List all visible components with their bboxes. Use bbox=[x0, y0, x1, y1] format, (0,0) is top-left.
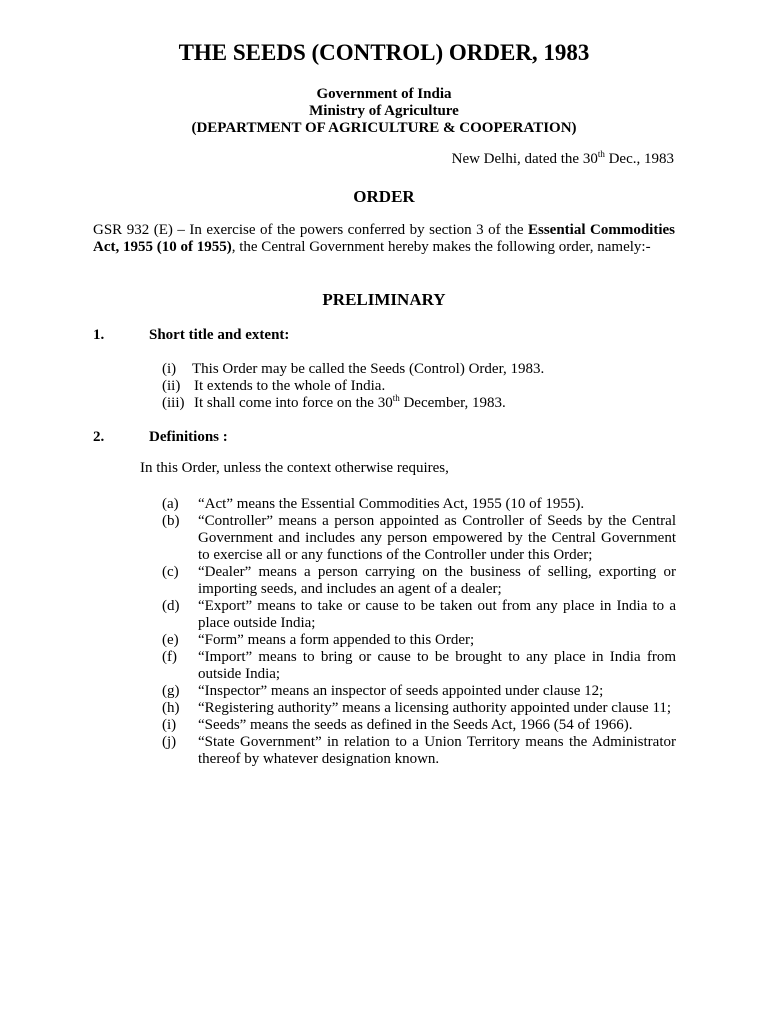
definition-item bbox=[162, 598, 676, 632]
definition-label: (b) bbox=[162, 513, 180, 529]
definition-label: (j) bbox=[162, 734, 177, 750]
definition-text: “Form” means a form appended to this Order; bbox=[198, 632, 475, 648]
definition-text: “Registering authority” means a licensing authority appointed under clause 11; bbox=[198, 700, 672, 716]
definition-text: “State Government” in relation to a Union Territory means the Administrator thereof by whatever designation known. bbox=[198, 734, 676, 767]
definition-text: “Controller” means a person appointed as Controller of Seeds by the Central Government and includes any person empowered by the Central Government to exercise all or any functions of the Controller under this Order; bbox=[198, 513, 676, 563]
section-1-number: 1. bbox=[93, 327, 105, 343]
definition-label: (d) bbox=[162, 598, 180, 614]
s1-item-i-label: (i) bbox=[162, 361, 177, 377]
definitions-list bbox=[162, 496, 676, 768]
header-ministry: Ministry of Agriculture bbox=[309, 103, 459, 119]
preamble-text-1: GSR 932 (E) – In exercise of the powers conferred by section 3 of the bbox=[93, 222, 528, 238]
definition-label: (i) bbox=[162, 717, 177, 733]
section-2-title: Definitions : bbox=[149, 429, 228, 445]
preliminary-heading: PRELIMINARY bbox=[322, 290, 446, 309]
definition-label: (a) bbox=[162, 496, 179, 512]
preamble-act-name: Essential Commodities Act, 1955 (10 of 1955) bbox=[93, 222, 676, 255]
definition-item bbox=[162, 649, 676, 683]
definition-item bbox=[162, 683, 676, 700]
definition-item bbox=[162, 700, 676, 717]
definition-text: “Seeds” means the seeds as defined in the Seeds Act, 1966 (54 of 1966). bbox=[198, 717, 633, 733]
section-1-title: Short title and extent: bbox=[149, 327, 290, 343]
order-date bbox=[452, 151, 674, 168]
s1-item-i-text: This Order may be called the Seeds (Control) Order, 1983. bbox=[192, 361, 545, 377]
s1-item-iii-text bbox=[194, 395, 506, 412]
definition-item bbox=[162, 496, 676, 513]
section-2-number: 2. bbox=[93, 429, 105, 445]
definition-text: “Inspector” means an inspector of seeds appointed under clause 12; bbox=[198, 683, 604, 699]
date-prefix: New Delhi, dated the 30 bbox=[451, 151, 598, 167]
preamble-paragraph bbox=[93, 222, 675, 256]
preamble-text-2: , the Central Government hereby makes the following order, namely:- bbox=[231, 239, 651, 255]
definition-label: (g) bbox=[162, 683, 180, 699]
definition-text: “Import” means to bring or cause to be brought to any place in India from outside India; bbox=[198, 649, 676, 682]
definition-label: (c) bbox=[162, 564, 179, 580]
header-government: Government of India bbox=[316, 86, 452, 102]
document-title: THE SEEDS (CONTROL) ORDER, 1983 bbox=[178, 40, 590, 65]
s1-item-iii-label: (iii) bbox=[162, 395, 185, 411]
definition-text: “Dealer” means a person carrying on the business of selling, exporting or importing seeds, and includes an agent of a dealer; bbox=[198, 564, 676, 597]
date-ordinal: th bbox=[597, 149, 605, 159]
definition-label: (e) bbox=[162, 632, 179, 648]
definition-item bbox=[162, 717, 676, 734]
s1-item-iii-suffix: December, 1983. bbox=[399, 395, 506, 411]
order-heading: ORDER bbox=[353, 187, 415, 206]
definition-label: (f) bbox=[162, 649, 177, 665]
definition-item bbox=[162, 513, 676, 564]
definitions-intro: In this Order, unless the context otherwise requires, bbox=[140, 460, 449, 476]
definition-item bbox=[162, 632, 676, 649]
header-department: (DEPARTMENT OF AGRICULTURE & COOPERATION) bbox=[191, 120, 577, 136]
s1-item-ii-label: (ii) bbox=[162, 378, 181, 394]
s1-item-iii-ordinal: th bbox=[392, 393, 400, 403]
definition-text: “Act” means the Essential Commodities Act, 1955 (10 of 1955). bbox=[198, 496, 585, 512]
definition-text: “Export” means to take or cause to be taken out from any place in India to a place outside India; bbox=[198, 598, 676, 631]
definition-item bbox=[162, 564, 676, 598]
date-suffix: Dec., 1983 bbox=[604, 151, 674, 167]
s1-item-iii-prefix: It shall come into force on the 30 bbox=[194, 395, 393, 411]
definition-item bbox=[162, 734, 676, 768]
definition-label: (h) bbox=[162, 700, 180, 716]
s1-item-ii-text: It extends to the whole of India. bbox=[194, 378, 386, 394]
